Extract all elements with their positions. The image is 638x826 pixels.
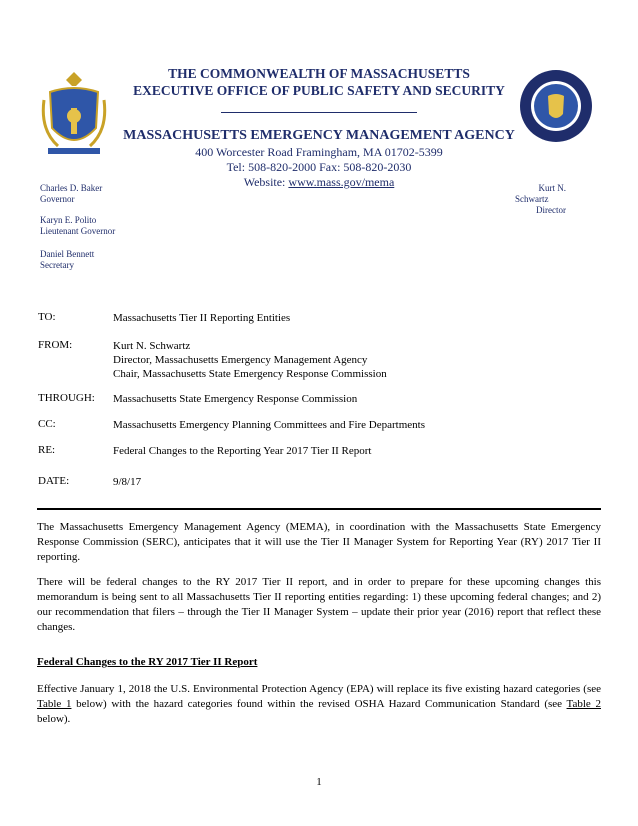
memo-cc: Massachusetts Emergency Planning Committees and Fire Departments bbox=[113, 419, 426, 431]
memo-cc-label: CC: bbox=[38, 418, 56, 430]
official-title: Governor bbox=[40, 194, 75, 204]
memo-from-title1: Director, Massachusetts Emergency Management Agency bbox=[113, 354, 368, 366]
memo-through-label: THROUGH: bbox=[38, 392, 95, 404]
page-number: 1 bbox=[316, 776, 322, 788]
official-title: Secretary bbox=[40, 260, 74, 270]
header-phone: Tel: 508-820-2000 Fax: 508-820-2030 bbox=[226, 160, 412, 174]
body-paragraph-3 bbox=[37, 682, 601, 727]
official-name: Charles D. Baker bbox=[40, 183, 103, 193]
header-eopss: EXECUTIVE OFFICE OF PUBLIC SAFETY AND SECURITY bbox=[133, 83, 505, 98]
section-heading: Federal Changes to the RY 2017 Tier II Report bbox=[37, 656, 258, 668]
official-title: Director bbox=[536, 205, 566, 215]
official-title: Lieutenant Governor bbox=[40, 226, 116, 236]
website-label: Website: bbox=[243, 175, 289, 189]
table-1-link[interactable]: Table 1 bbox=[37, 698, 72, 710]
left-official-1 bbox=[40, 183, 102, 205]
body-paragraph-2: There will be federal changes to the RY 2017 Tier II report, and in order to prepare for these upcoming changes this memorandum is being sent to all Massachusetts Tier II reporting entities regarding: 1) these upcoming federal changes; and 2) our recommendation that filers – through the Tier II Manager System – update their prior year (2016) report that reflect these changes. bbox=[37, 576, 601, 633]
memo-through: Massachusetts State Emergency Response Commission bbox=[113, 393, 358, 405]
left-official-2 bbox=[40, 215, 115, 237]
left-official-3 bbox=[40, 249, 94, 271]
body-paragraph-1: The Massachusetts Emergency Management Agency (MEMA), in coordination with the Massachusetts State Emergency Response Commission (SERC), anticipates that it will use the Tier II Manager System for Reporting Year (RY) 2017 Tier II reporting. bbox=[37, 521, 601, 563]
official-name-line1: Kurt N. bbox=[538, 183, 566, 193]
memo-from-name: Kurt N. Schwartz bbox=[113, 340, 191, 352]
header-commonwealth: THE COMMONWEALTH OF MASSACHUSETTS bbox=[168, 66, 470, 81]
official-name: Daniel Bennett bbox=[40, 249, 95, 259]
memo-to: Massachusetts Tier II Reporting Entities bbox=[113, 312, 291, 324]
para3-part-a: Effective January 1, 2018 the U.S. Environmental Protection Agency (EPA) will replace its five existing hazard categories (see bbox=[37, 683, 601, 695]
website-link[interactable]: www.mass.gov/mema bbox=[288, 175, 395, 189]
header-agency: MASSACHUSETTS EMERGENCY MANAGEMENT AGENCY bbox=[123, 128, 515, 143]
official-name: Karyn E. Polito bbox=[40, 215, 97, 225]
memo-date-label: DATE: bbox=[38, 475, 70, 487]
memo-from bbox=[113, 339, 387, 381]
memo-divider bbox=[37, 508, 601, 510]
memo-re: Federal Changes to the Reporting Year 2017 Tier II Report bbox=[113, 445, 372, 457]
memo-re-label: RE: bbox=[38, 444, 56, 456]
table-2-link[interactable]: Table 2 bbox=[566, 698, 601, 710]
official-name-line2: Schwartz bbox=[515, 194, 549, 204]
header-divider bbox=[221, 112, 417, 113]
right-official bbox=[488, 183, 566, 216]
memo-date: 9/8/17 bbox=[113, 476, 142, 488]
memo-from-title2: Chair, Massachusetts State Emergency Response Commission bbox=[113, 368, 387, 380]
header-address: 400 Worcester Road Framingham, MA 01702-5399 bbox=[195, 145, 443, 159]
para3-part-c: below). bbox=[37, 713, 71, 725]
memo-from-label: FROM: bbox=[38, 339, 73, 351]
memo-to-label: TO: bbox=[38, 311, 56, 323]
para3-part-b: below) with the hazard categories found within the revised OSHA Hazard Communication Standard (see bbox=[71, 698, 567, 710]
